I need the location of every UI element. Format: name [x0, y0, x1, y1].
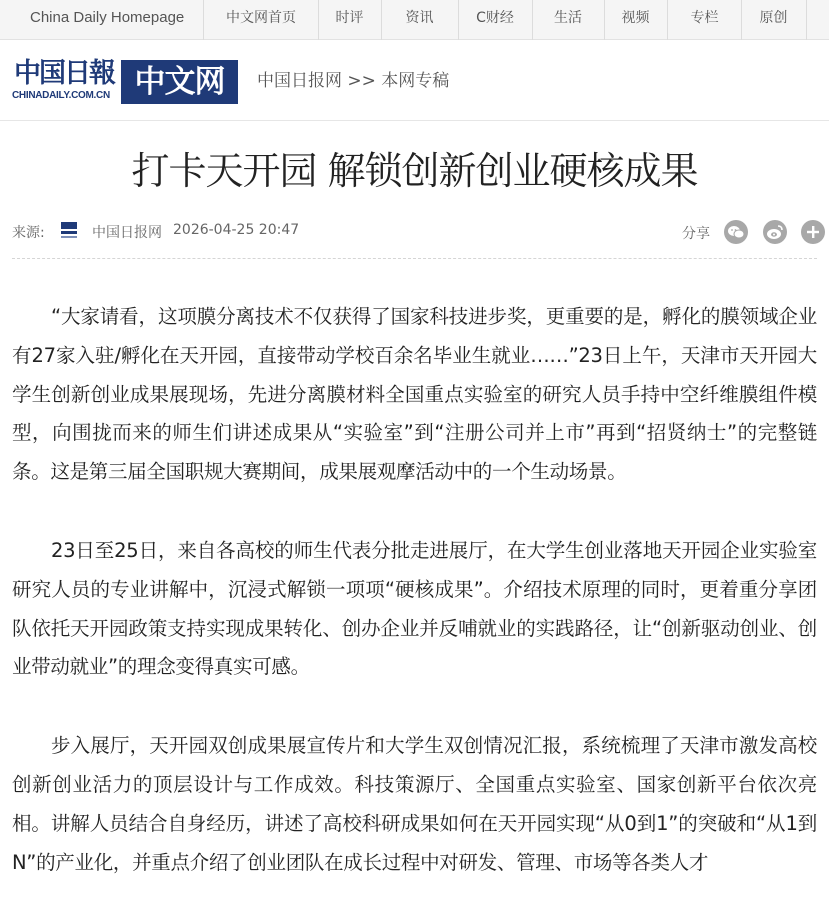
logo-wordmark: 中国日報 [14, 58, 114, 89]
article-meta [12, 220, 817, 244]
source-label: 来源: [12, 225, 45, 241]
site-header [0, 40, 829, 121]
article-paragraph: 23日至25日，来自各高校的师生代表分批走进展厅，在大学生创业落地天开园企业实验室研究人员的专业讲解中，沉浸式解锁一项项“硬核成果”。介绍技术原理的同时，更着重分享团队依托天开园政策支持实现成果转化、创办企业并反哺就业的实践路径，让“创新驱动创业、创业带动就业”的理念变得真实可感。 [12, 538, 817, 679]
article-paragraph: “大家请看，这项膜分离技术不仅获得了国家科技进步奖，更重要的是，孵化的膜领域企业有27家入驻/孵化在天开园，直接带动学校百余名毕业生就业……”23日上午，天津市天开园大学生创新创业成果展现场，先进分离膜材料全国重点实验室的研究人员手持中空纤维膜组件模型，向围拢而来的师生们讲述成果从“实验室”到“注册公司并上市”再到“招贤纳士”的完整链条。这是第三届全国职规大赛期间，成果展观摩活动中的一个生动场景。 [12, 305, 817, 484]
nav-divider [806, 0, 807, 40]
share-label: 分享 [682, 226, 710, 242]
logo-domain: CHINADAILY.COM.CN [12, 90, 110, 101]
nav-item-video[interactable]: 视频 [621, 10, 650, 26]
top-nav [0, 0, 829, 40]
nav-item-original[interactable]: 原创 [759, 10, 788, 26]
breadcrumb [257, 70, 449, 92]
china-daily-logo[interactable] [12, 58, 118, 106]
breadcrumb-site-link[interactable]: 中国日报网 [257, 71, 342, 91]
article-title: 打卡天开园 解锁创新创业硬核成果 [131, 149, 698, 193]
breadcrumb-separator: >> [342, 71, 382, 91]
nav-item-opinion[interactable]: 时评 [335, 10, 364, 26]
article-body [12, 298, 817, 922]
wechat-icon[interactable] [724, 220, 748, 244]
nav-item-column[interactable]: 专栏 [690, 10, 719, 26]
nav-item-cn-home[interactable]: 中文网首页 [226, 10, 296, 26]
china-daily-mini-logo-icon [58, 220, 80, 242]
nav-item-news[interactable]: 资讯 [405, 10, 434, 26]
publish-datetime: 2026-04-25 20:47 [173, 222, 300, 238]
weibo-icon[interactable] [763, 220, 787, 244]
breadcrumb-section-link[interactable]: 本网专稿 [381, 71, 450, 91]
chinese-site-logo[interactable]: 中文网 [121, 60, 238, 104]
source-name: 中国日报网 [92, 225, 162, 241]
nav-home-link[interactable]: China Daily Homepage [30, 9, 185, 26]
nav-divider [203, 0, 204, 40]
meta-divider [12, 258, 817, 259]
nav-item-life[interactable]: 生活 [554, 10, 582, 26]
article-paragraph: 步入展厅，天开园双创成果展宣传片和大学生双创情况汇报，系统梳理了天津市激发高校创新创业活力的顶层设计与工作成效。科技策源厅、全国重点实验室、国家创新平台依次亮相。讲解人员结合自身经历，讲述了高校科研成果如何在天开园实现“从0到1”的突破和“从1到N”的产业化，并重点介绍了创业团队在成长过程中对研发、管理、市场等各类人才 [12, 734, 817, 874]
nav-item-finance[interactable]: C财经 [476, 10, 514, 26]
more-share-icon[interactable] [801, 220, 825, 244]
